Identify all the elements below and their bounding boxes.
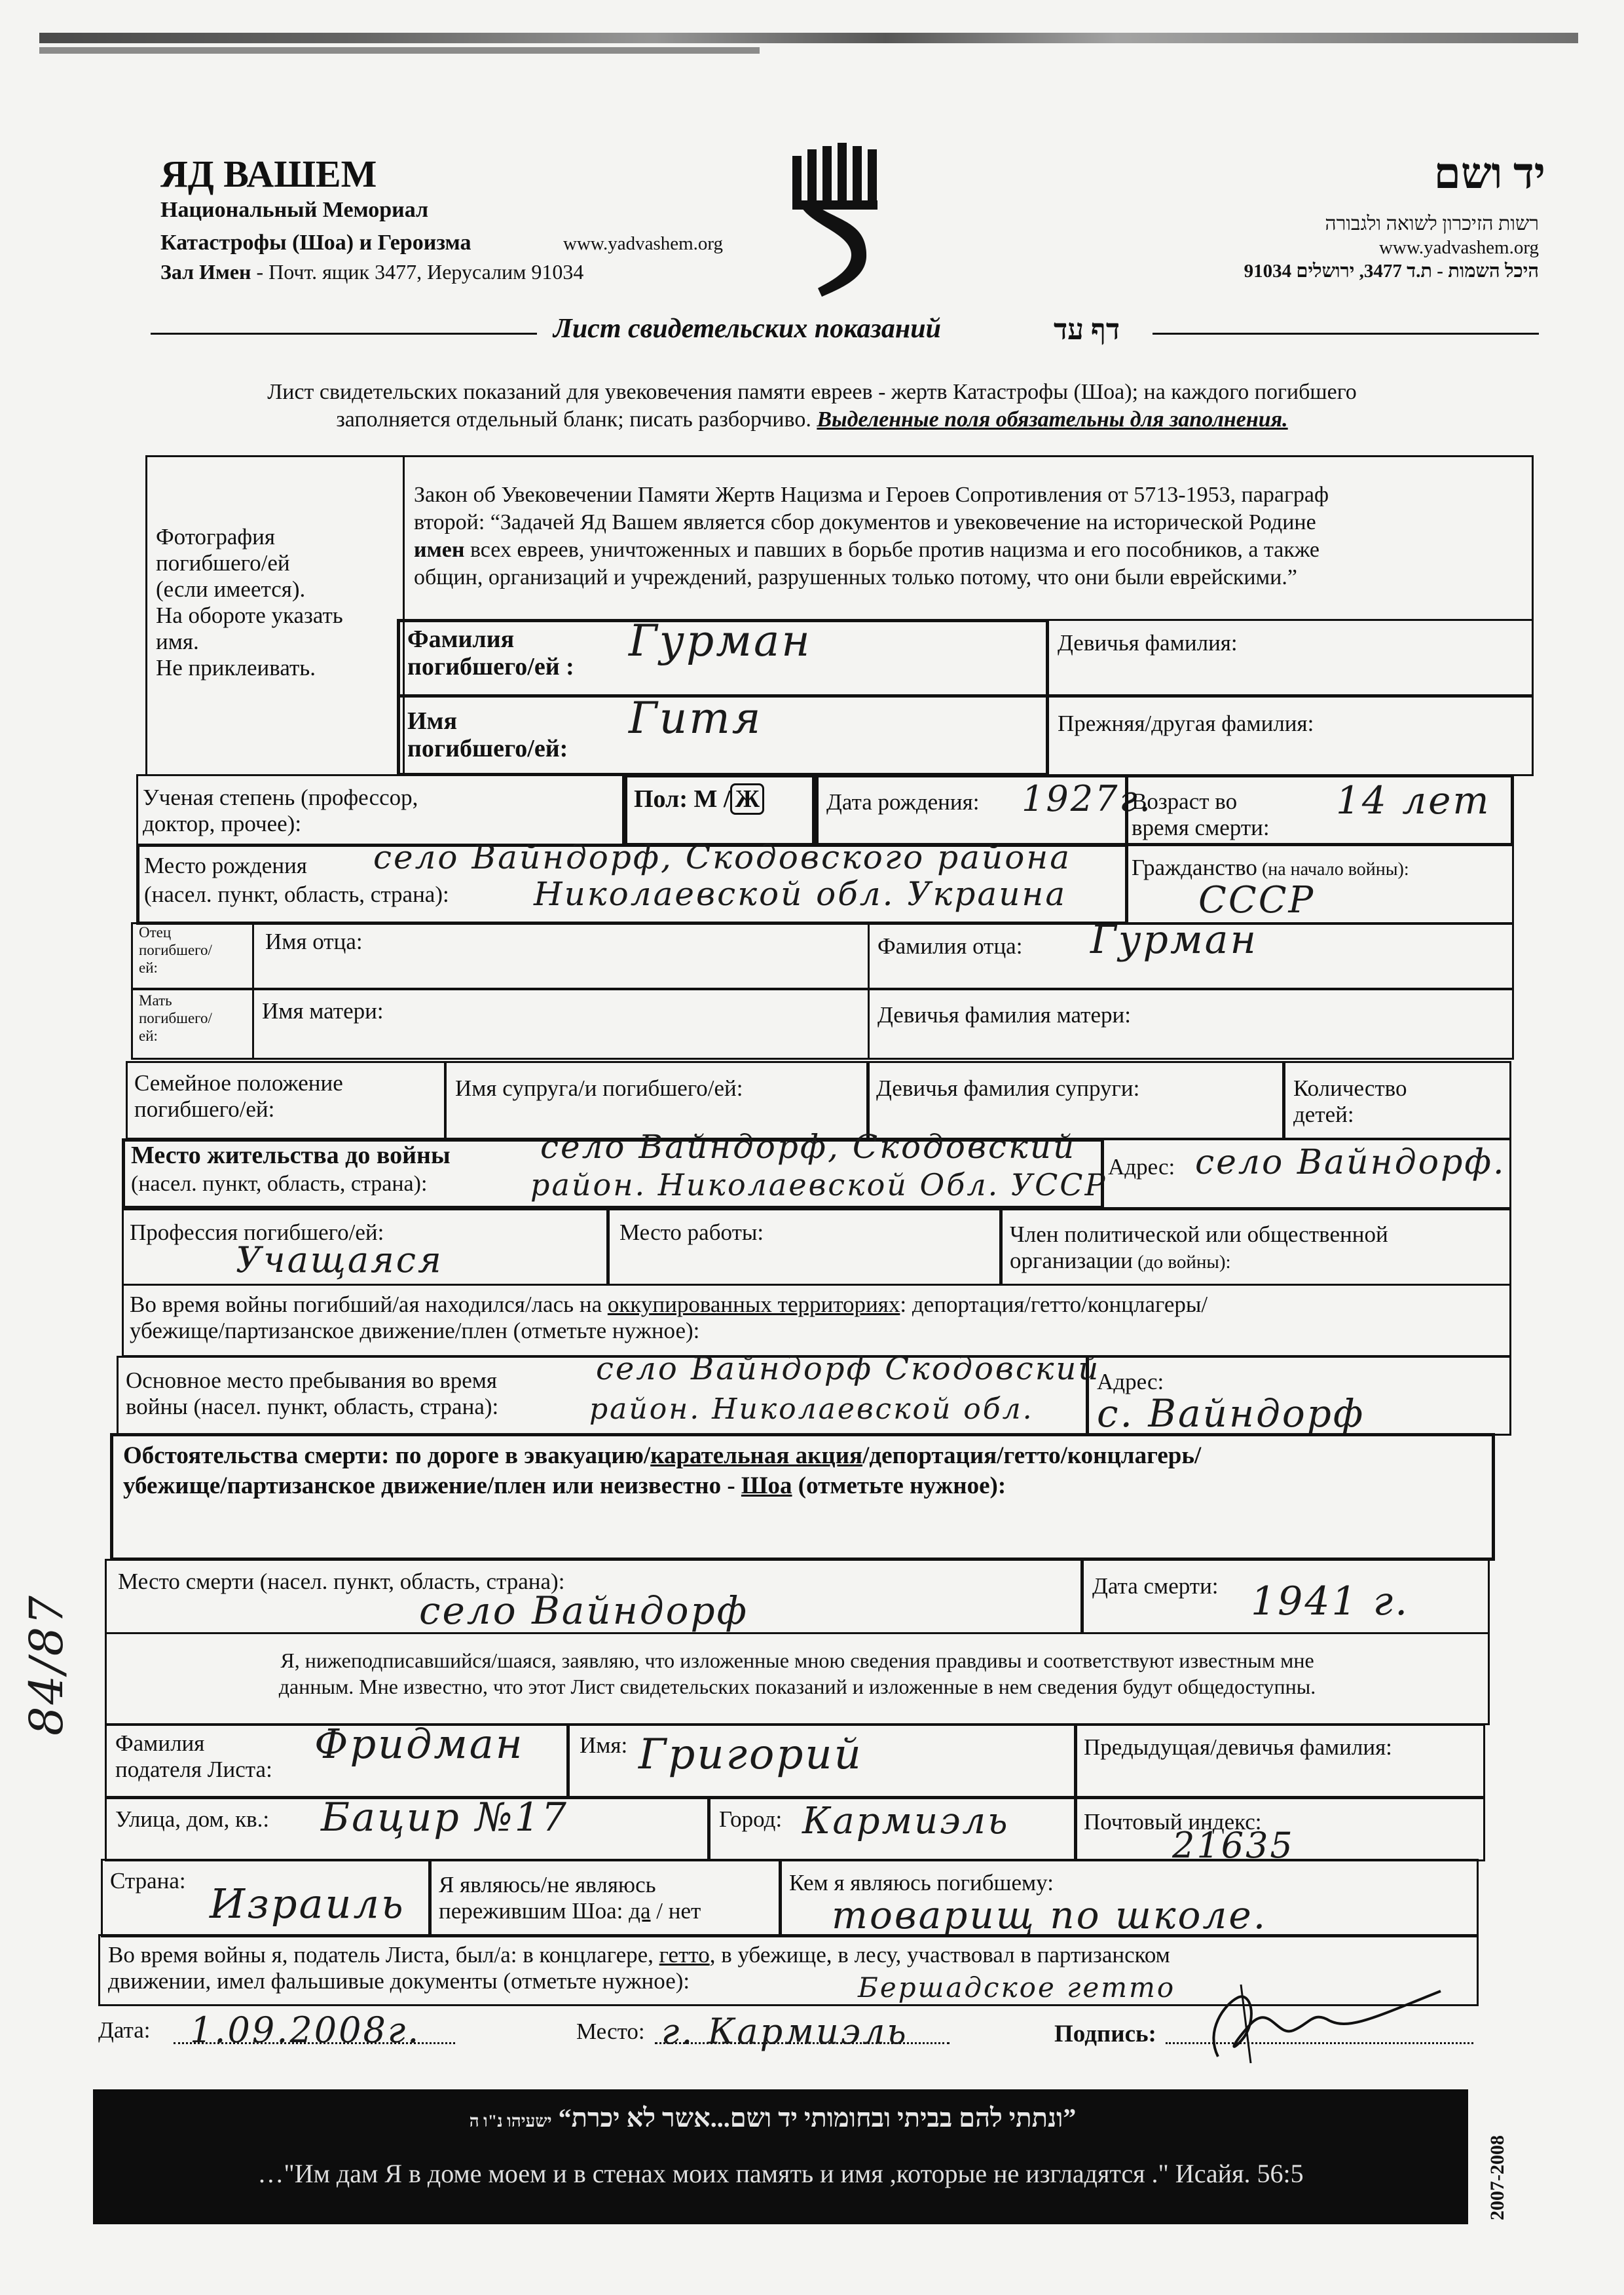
war-stay-label: Основное место пребывания во время войны (насел. пункт, область, страна):: [126, 1368, 499, 1419]
submitter-war-label: Во время войны я, податель Листа, был/а: в концлагере, гетто, в убежище, в лесу, участвовал в партизанском движении, имел фальшивые документы (отметьте нужное):: [108, 1942, 1170, 1994]
submitter-surname-value: Фридман: [314, 1720, 525, 1768]
survivor-yes-marked: да: [629, 1898, 651, 1924]
profession-label: Профессия погибшего/ей:: [130, 1220, 384, 1245]
org-line1-he: רשות הזיכרון לשואה ולגבורה: [1325, 213, 1539, 234]
residence-address-value: село Вайндорф.: [1195, 1143, 1506, 1182]
footer-date-label: Дата:: [98, 2017, 151, 2043]
death-circumstances-label: Обстоятельства смерти: по дороге в эвакуацию/карательная акция/депортация/гетто/концлагерь/ убежище/партизанское движение/плен или неизвестно - Шоа (отметьте нужное):: [123, 1442, 1202, 1499]
banner-quote-ru: …"Им дам Я в доме моем и в стенах моих память и имя ,которые не изгладятся ." Исайя. 56:5: [257, 2159, 1304, 2188]
victim-name-value: Гитя: [629, 693, 763, 743]
margin-note: 84/87: [20, 1594, 73, 1736]
footer-date-value: 1.09.2008г.: [190, 2009, 421, 2051]
declaration-text: Я, нижеподписавшийся/шаяся, заявляю, что изложенные мною сведения правдивы и соответствуют известным мне данным. Мне известно, что этот Лист свидетельских показаний и изложенные в нем сведения будут общедоступны.: [278, 1649, 1316, 1698]
age-label: Возраст во время смерти:: [1132, 789, 1270, 840]
submitter-street-value: Бацир №17: [321, 1795, 568, 1840]
footer-place-value: г. Кармиэль: [661, 2011, 908, 2052]
marital-label: Семейное положение погибшего/ей:: [134, 1070, 343, 1122]
citizenship-label: Гражданство (на начало войны):: [1132, 855, 1409, 880]
residence-address-label: Адрес:: [1108, 1154, 1175, 1180]
footer-signature-label: Подпись:: [1054, 2021, 1156, 2047]
submitter-country-value: Израиль: [210, 1880, 405, 1928]
year-range: 2007-2008: [1486, 2135, 1508, 2220]
title-rule-left: [151, 333, 537, 335]
citizenship-value: СССР: [1198, 879, 1316, 922]
submitter-country-label: Страна:: [110, 1868, 186, 1894]
war-stay-address-label: Адрес:: [1097, 1369, 1164, 1394]
website-left: www.yadvashem.org: [563, 233, 724, 254]
residence-value-line1: село Вайндорф, Скодовский: [540, 1128, 1077, 1166]
website-right: www.yadvashem.org: [1378, 237, 1539, 258]
mother-name-label: Имя матери:: [262, 998, 384, 1024]
war-stay-address-value: с. Вайндорф: [1097, 1391, 1365, 1436]
org-line1-ru: Национальный Мемориал: [160, 198, 429, 222]
birthplace-value-line2: Николаевской обл. Украина: [534, 875, 1067, 913]
age-value: 14 лет: [1336, 778, 1491, 823]
father-surname-value: Гурман: [1090, 917, 1258, 963]
death-date-label: Дата смерти:: [1092, 1573, 1219, 1599]
org-address-he: היכל השמות - ת.ד 3477, ירושלים 91034: [1244, 261, 1539, 282]
menorah-logo-icon: [789, 143, 887, 303]
birthplace-value-line1: село Вайндорф, Скодовского района: [373, 838, 1072, 876]
form-title-ru: Лист свидетельских показаний: [553, 314, 941, 344]
birthplace-label: Место рождения (насел. пункт, область, страна):: [144, 853, 449, 907]
submitter-war-value: Бершадское гетто: [858, 1971, 1176, 2004]
submitter-prev-label: Предыдущая/девичья фамилия:: [1084, 1734, 1392, 1760]
residence-label: Место жительства до войны (насел. пункт, область, страна):: [131, 1142, 451, 1196]
birth-date-label: Дата рождения:: [826, 789, 980, 815]
war-stay-value-line1: село Вайндорф Скодовский: [596, 1351, 1101, 1387]
membership-label: Член политической или общественной организации (до войны):: [1010, 1222, 1388, 1273]
sex-female-marked: Ж: [730, 783, 764, 815]
father-side-label: Отец погибшего/ ей:: [139, 924, 212, 976]
death-date-value: 1941 г.: [1251, 1578, 1410, 1624]
death-place-label: Место смерти (насел. пункт, область, страна):: [118, 1569, 565, 1594]
scan-edge-artifact: [39, 33, 1578, 43]
submitter-name-label: Имя:: [580, 1732, 628, 1758]
submitter-survivor-label: Я являюсь/не являюсь пережившим Шоа: да / нет: [439, 1872, 701, 1924]
submitter-street-label: Улица, дом, кв.:: [115, 1806, 270, 1832]
org-title-he: יד ושם: [1433, 150, 1545, 198]
degree-label: Ученая степень (профессор, доктор, прочее):: [143, 785, 418, 836]
footer-place-label: Место:: [576, 2019, 645, 2044]
profession-value: Учащаяся: [236, 1239, 443, 1280]
submitter-relation-value: товарищ по школе.: [832, 1893, 1268, 1937]
spouse-name-label: Имя супруга/и погибшего/ей:: [455, 1075, 743, 1101]
form-title-he: דף עד: [1053, 314, 1120, 346]
intro-line2: заполняется отдельный бланк; писать разборчиво. Выделенные поля обязательны для заполнения.: [336, 407, 1288, 432]
residence-value-line2: район. Николаевской Обл. УССР: [530, 1167, 1107, 1203]
war-location-label: Во время войны погибший/ая находился/лась на оккупированных территориях: депортация/гетто/концлагеры/ убежище/партизанское движение/плен (отметьте нужное):: [130, 1292, 1208, 1343]
sex-label: Пол: М / Ж: [634, 785, 764, 813]
mother-maiden-label: Девичья фамилия матери:: [877, 1002, 1131, 1028]
father-name-label: Имя отца:: [265, 929, 363, 954]
spouse-maiden-label: Девичья фамилия супруги:: [876, 1075, 1140, 1101]
birth-date-value: 1927г.: [1022, 778, 1153, 819]
workplace-label: Место работы:: [619, 1220, 764, 1245]
submitter-relation-label: Кем я являюсь погибшему:: [789, 1870, 1054, 1895]
submitter-city-label: Город:: [719, 1806, 783, 1832]
banner-quote-he: ”ונתתי להם בביתי ובחומותי יד ושם...אשר לא יכרת“ ישעיהו נ"ו ה: [469, 2103, 1077, 2133]
org-line2-ru: Катастрофы (Шоа) и Героизма: [160, 231, 471, 255]
mother-side-label: Мать погибшего/ ей:: [139, 992, 212, 1044]
victim-name-label: Имя погибшего/ей:: [407, 707, 568, 762]
law-text: Закон об Увековечении Памяти Жертв Нацизма и Героев Сопротивления от 5713-1953, параграф второй: “Задачей Яд Вашем является сбор документов и увековечение на исторической Родине имен всех евреев, уничтоженных и павших в борьбе против нацизма и его пособников, а также общин, организаций и учреждений, разрушенных только потому, что они были еврейскими.”: [414, 483, 1329, 589]
victim-prev-surname-label: Прежняя/другая фамилия:: [1058, 711, 1314, 736]
org-address-ru: Зал Имен - Почт. ящик 3477, Иерусалим 91034: [160, 260, 584, 284]
death-place-value: село Вайндорф: [419, 1588, 749, 1633]
victim-maiden-label: Девичья фамилия:: [1058, 630, 1238, 656]
father-surname-label: Фамилия отца:: [877, 933, 1023, 959]
submitter-city-value: Кармиэль: [802, 1800, 1010, 1842]
submitter-zip-value: 21635: [1172, 1825, 1295, 1866]
org-title-ru: ЯД ВАШЕМ: [160, 153, 377, 195]
intro-line1: Лист свидетельских показаний для увековечения памяти евреев - жертв Катастрофы (Шоа); на каждого погибшего: [267, 380, 1357, 404]
children-label: Количество детей:: [1293, 1075, 1407, 1127]
war-stay-value-line2: район. Николаевской обл.: [589, 1392, 1034, 1426]
title-rule-right: [1153, 333, 1539, 335]
victim-surname-value: Гурман: [629, 616, 812, 666]
submitter-zip-label: Почтовый индекс:: [1084, 1809, 1262, 1835]
scan-edge-artifact: [39, 47, 760, 54]
submitter-surname-label: Фамилия подателя Листа:: [115, 1730, 272, 1782]
submitter-name-value: Григорий: [638, 1730, 863, 1779]
photo-box-text: Фотография погибшего/ей (если имеется). На обороте указать имя. Не приклеивать.: [156, 524, 343, 681]
handwritten-signature-icon: [1179, 1978, 1454, 2073]
victim-surname-label: Фамилия погибшего/ей :: [407, 625, 574, 681]
